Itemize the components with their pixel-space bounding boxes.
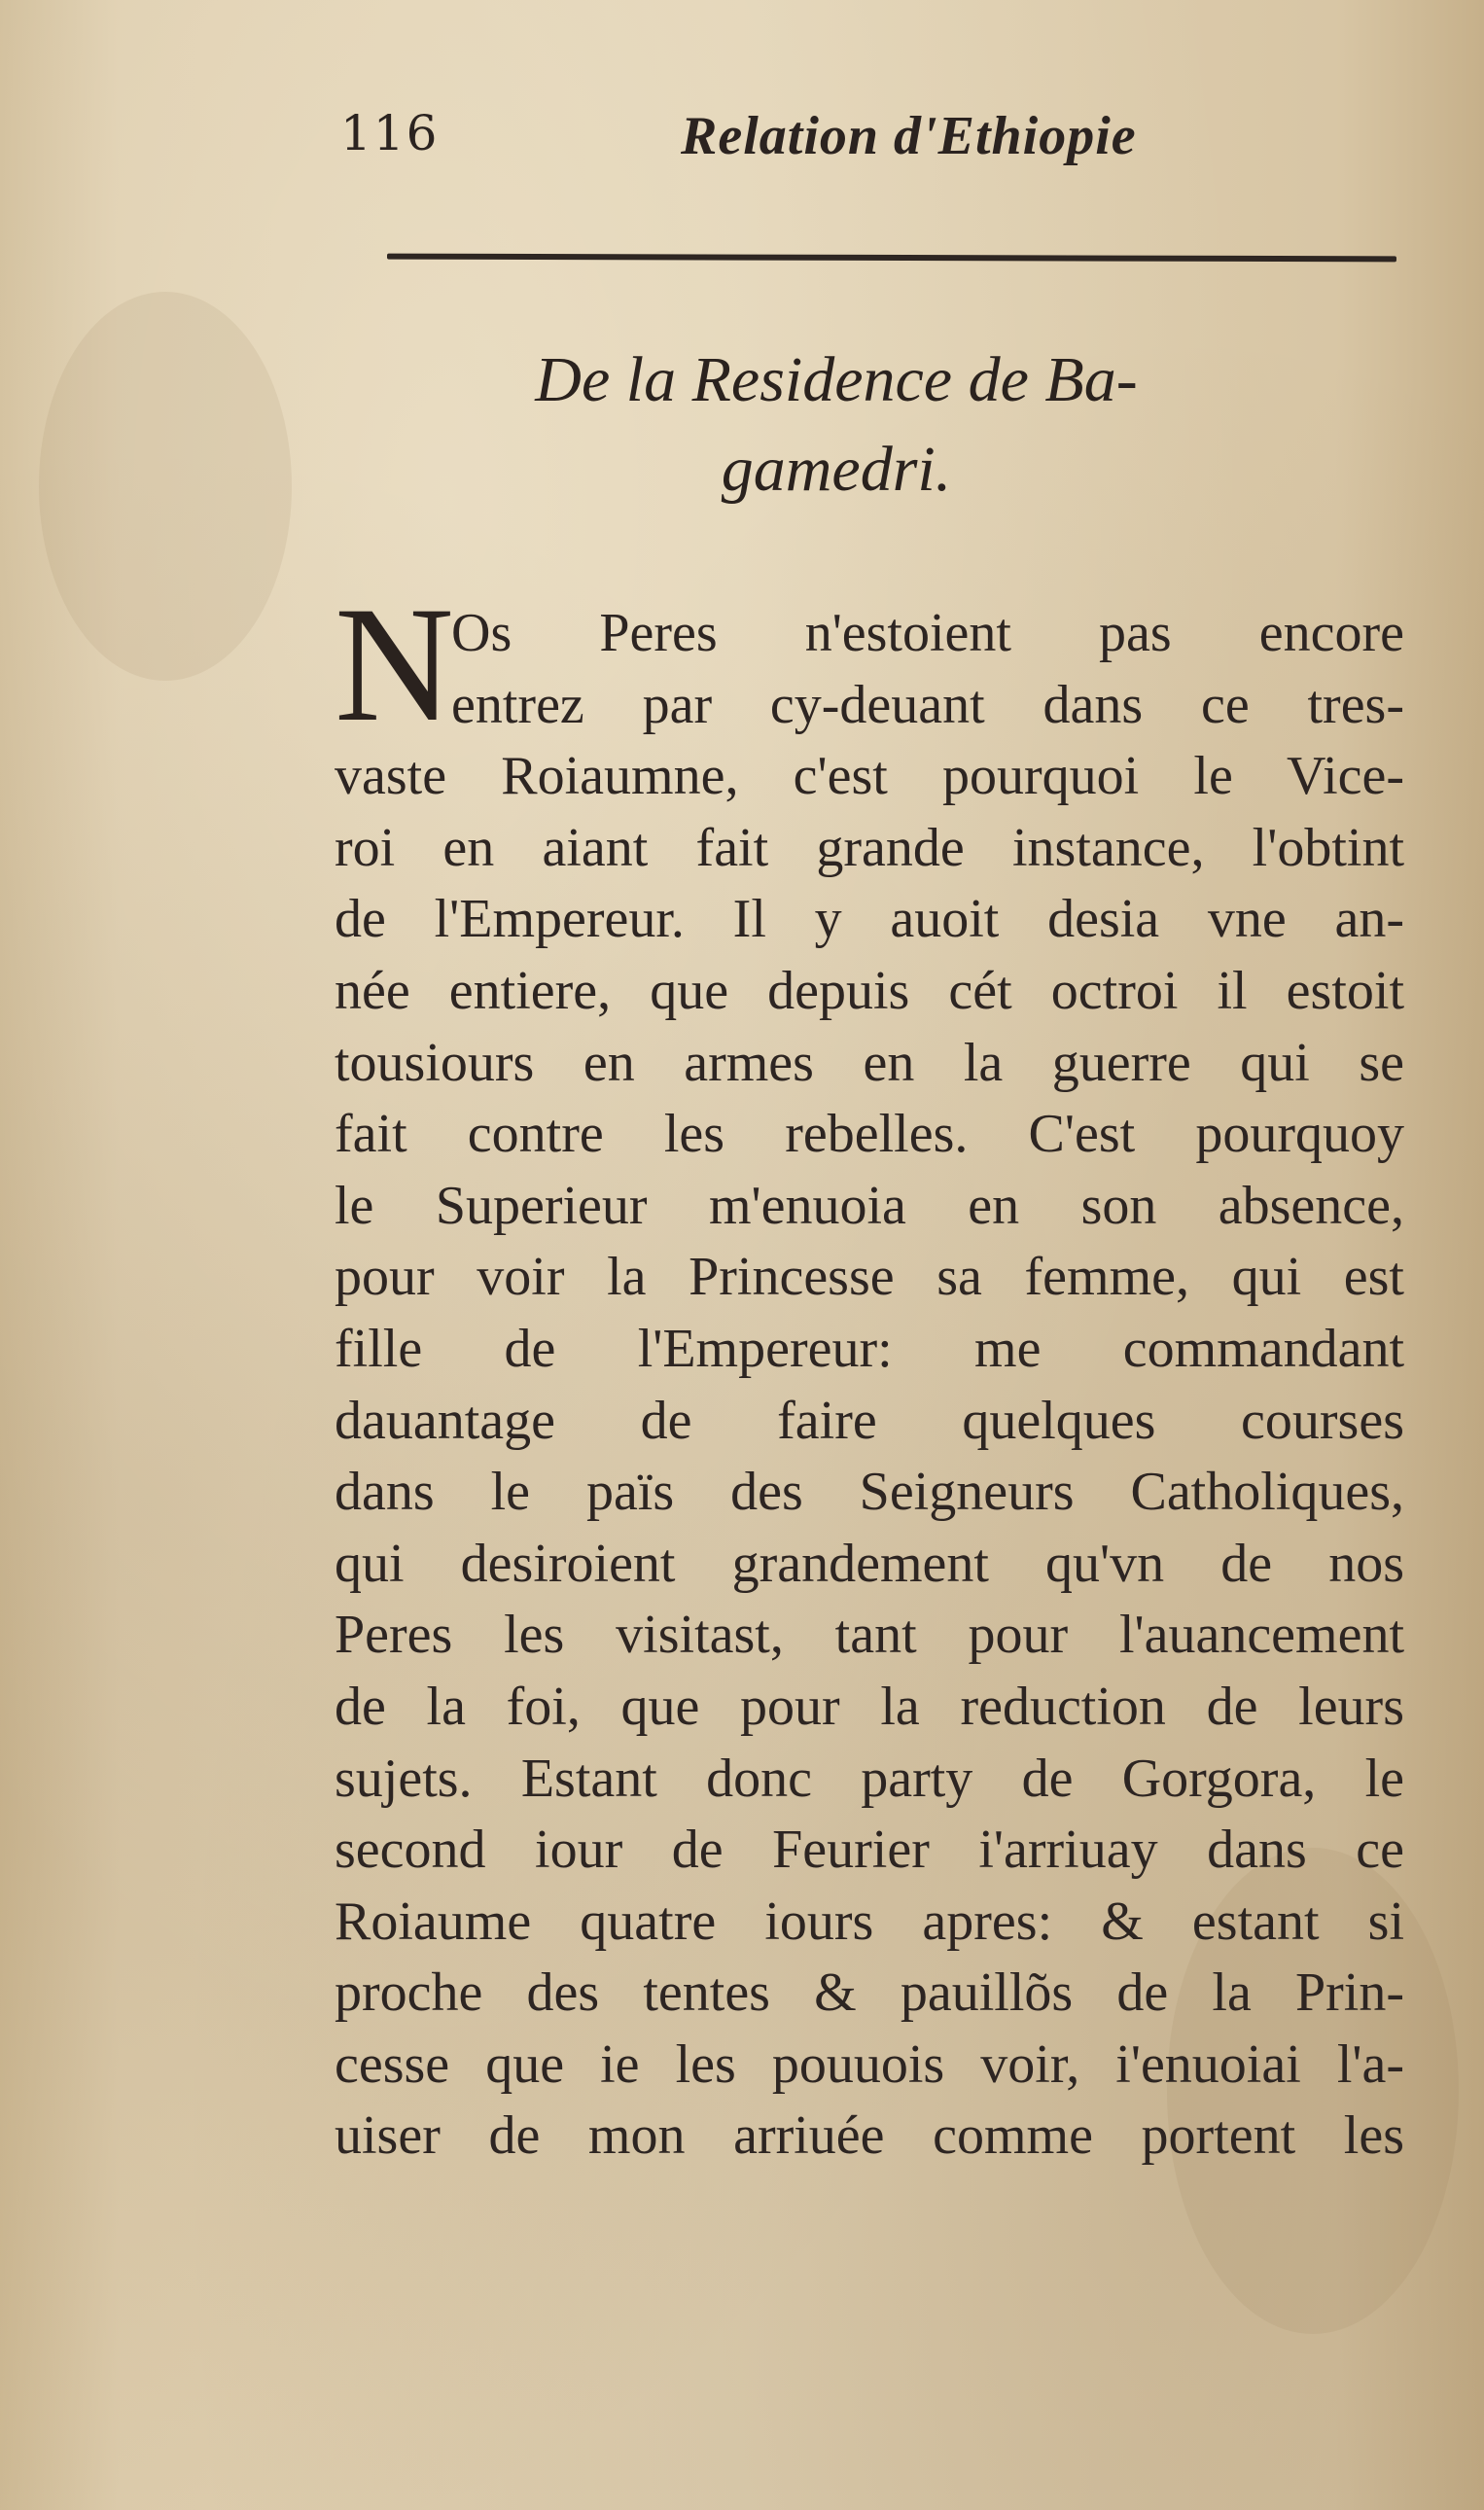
- body-line: fille de l'Empereur: me commandant: [335, 1318, 1404, 1379]
- body-line: Os Peres n'estoient pas encore: [451, 603, 1404, 663]
- body-line: vaste Roiaumne, c'est pourquoi le Vice-: [335, 746, 1404, 807]
- body-line: uiser de mon arriuée comme portent les: [335, 2105, 1404, 2167]
- body-line: roi en aiant fait grande instance, l'obtint: [335, 817, 1404, 878]
- running-head: Relation d'Ethiopie: [681, 106, 1137, 166]
- section-title: [350, 336, 1323, 514]
- section-title-line: De la Residence de Ba-: [535, 344, 1138, 415]
- body-text: [335, 598, 1404, 2173]
- body-line: pour voir la Princesse sa femme, qui est: [335, 1247, 1404, 1308]
- header-rule: [387, 254, 1396, 263]
- body-line: Roiaume quatre iours apres: & estant si: [335, 1891, 1404, 1952]
- body-line: de l'Empereur. Il y auoit desia vne an-: [335, 889, 1404, 950]
- section-title-line: gamedri.: [721, 434, 952, 505]
- body-line: née entiere, que depuis cét octroi il estoit: [335, 960, 1404, 1021]
- drop-cap: N: [335, 573, 454, 756]
- body-line: le Superieur m'enuoia en son absence,: [335, 1175, 1404, 1236]
- paper-stain: [39, 292, 292, 681]
- body-line: Peres les visitast, tant pour l'auancement: [335, 1605, 1404, 1666]
- body-line: sujets. Estant donc party de Gorgora, le: [335, 1748, 1404, 1809]
- body-line: fait contre les rebelles. C'est pourquoy: [335, 1104, 1404, 1165]
- body-line: entrez par cy-deuant dans ce tres-: [451, 674, 1404, 735]
- page-header: [331, 105, 1225, 183]
- body-line: cesse que ie les pouuois voir, i'enuoiai l'a-: [335, 2033, 1404, 2095]
- page-number: 116: [340, 105, 440, 161]
- body-line: second iour de Feurier i'arriuay dans ce: [335, 1820, 1404, 1881]
- body-line: dans le païs des Seigneurs Catholiques,: [335, 1462, 1404, 1523]
- body-line: qui desiroient grandement qu'vn de nos: [335, 1533, 1404, 1594]
- body-line: dauantage de faire quelques courses: [335, 1390, 1404, 1451]
- body-line: de la foi, que pour la reduction de leurs: [335, 1676, 1404, 1737]
- body-line: proche des tentes & pauillõs de la Prin-: [335, 1962, 1404, 2024]
- body-line: tousiours en armes en la guerre qui se: [335, 1032, 1404, 1093]
